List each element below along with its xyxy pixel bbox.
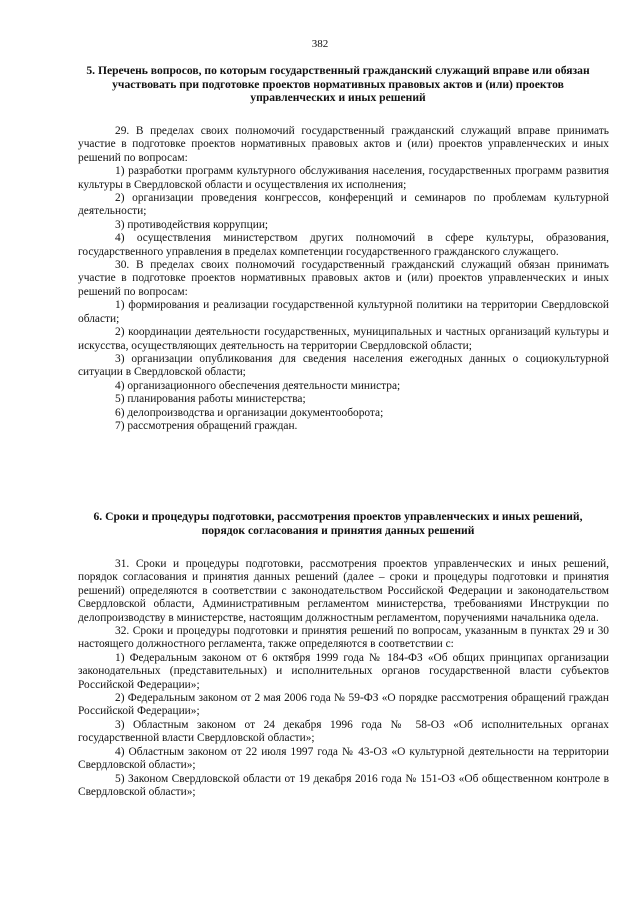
paragraph: 2) координации деятельности государственных, муниципальных и частных организаций культуры и искусства, осуществляющих деятельность на территории Свердловской области;	[78, 326, 609, 352]
paragraph: 30. В пределах своих полномочий государственный гражданский служащий обязан принимать участие в подготовке проектов нормативных правовых актов и (или) проектов управленческих и иных решений по вопросам:	[78, 259, 609, 298]
paragraph: 4) Областным законом от 22 июля 1997 года № 43-ОЗ «О культурной деятельности на территории Свердловской области»;	[78, 745, 609, 772]
paragraph: 3) организации опубликования для сведения населения ежегодных данных о социокультурной ситуации в Свердловской области;	[78, 352, 609, 379]
section-5-body	[78, 125, 609, 433]
paragraph: 3) противодействия коррупции;	[115, 218, 269, 231]
paragraph: 32. Сроки и процедуры подготовки и принятия решений по вопросам, указанным в пунктах 29 и 30 настоящего должностного регламента, также определяются в соответствии с:	[78, 625, 609, 651]
paragraph: 2) организации проведения конгрессов, конференций и семинаров по проблемам культурной деятельности;	[78, 192, 609, 218]
paragraph: 7) рассмотрения обращений граждан.	[115, 419, 298, 432]
paragraph: 1) Федеральным законом от 6 октября 1999 года № 184-ФЗ «Об общих принципах организации законодательных (представительных) и исполнительных органов государственной власти субъектов Российской Федерации»;	[78, 651, 609, 691]
paragraph: 29. В пределах своих полномочий государственный гражданский служащий вправе принимать участие в подготовке проектов нормативных правовых актов и (или) проектов управленческих и иных решений по вопросам:	[78, 125, 609, 164]
paragraph: 4) организационного обеспечения деятельности министра;	[115, 379, 401, 392]
paragraph: 1) формирования и реализации государственной культурной политики на территории Свердловской области;	[78, 299, 609, 325]
paragraph: 5) планирования работы министерства;	[115, 393, 306, 406]
paragraph: 6) делопроизводства и организации документооборота;	[115, 406, 384, 419]
paragraph: 31. Сроки и процедуры подготовки, рассмотрения проектов управленческих и иных решений, порядок согласования и принятия данных решений (далее – сроки и процедуры подготовки и принятия решений) определяются в соответствии с законодательством Российской Федерации и законодательством Свердловской области, Административным регламентом министерства, требованиями Инструкции по делопроизводству в министерстве, настоящим должностным регламентом, поручениями начальника одела.	[78, 558, 609, 624]
section-6-heading: 6. Сроки и процедуры подготовки, рассмотрения проектов управленческих и иных решений, порядок согласования и принятия данных решений	[93, 510, 583, 537]
paragraph: 2) Федеральным законом от 2 мая 2006 года № 59-ФЗ «О порядке рассмотрения обращений граждан Российской Федерации»;	[78, 692, 609, 718]
section-6-body	[78, 558, 609, 799]
paragraph: 3) Областным законом от 24 декабря 1996 года № 58-ОЗ «Об исполнительных органах государственной власти Свердловской области»;	[78, 718, 609, 745]
paragraph: 5) Законом Свердловской области от 19 декабря 2016 года № 151-ОЗ «Об общественном контроле в Свердловской области»;	[78, 772, 609, 798]
page-number: 382	[311, 38, 329, 50]
paragraph: 4) осуществления министерством других полномочий в сфере культуры, образования, государственного управления в пределах компетенции государственного гражданского служащего.	[78, 232, 609, 258]
section-5-heading: 5. Перечень вопросов, по которым государственный гражданский служащий вправе или обязан участвовать при подготовке проектов нормативных правовых актов и (или) проектов управленческих и иных решений	[86, 64, 590, 105]
paragraph: 1) разработки программ культурного обслуживания населения, государственных программ развития культуры в Свердловской области и осуществления их исполнения;	[78, 165, 609, 191]
